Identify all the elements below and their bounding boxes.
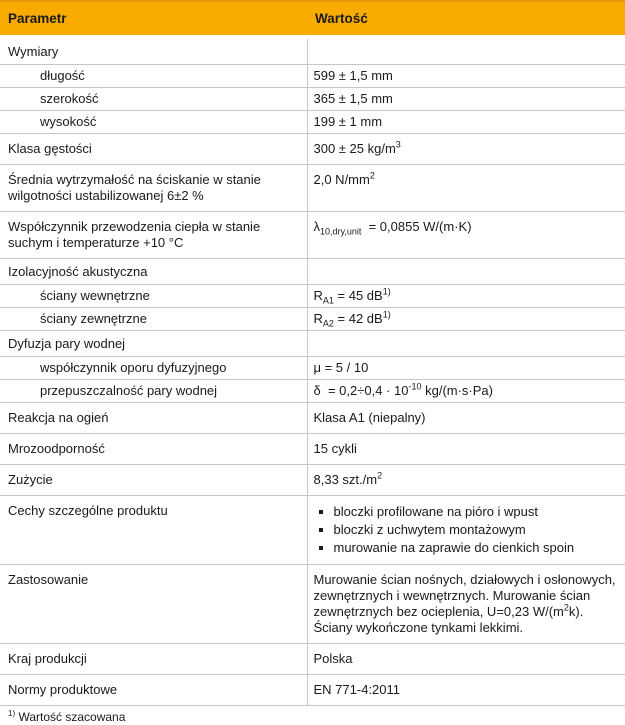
bullet-item: ▪ bloczki z uchwytem montażowym — [334, 521, 618, 538]
param-cell: Średnia wytrzymałość na ściskanie w stanie wilgotności ustabilizowanej 6±2 % — [0, 165, 307, 212]
value-cell: Klasa A1 (niepalny) — [307, 403, 625, 434]
table-row — [0, 644, 625, 675]
value-cell — [307, 259, 625, 285]
feature-bullet-list — [314, 503, 618, 556]
param-cell: przepuszczalność pary wodnej — [0, 380, 307, 403]
footnote: $^{1)}$ Wartość szacowana — [8, 709, 126, 724]
table-row — [0, 403, 625, 434]
table-row — [0, 88, 625, 111]
table-row — [0, 675, 625, 706]
value-cell: 599 ± 1,5 mm — [307, 65, 625, 88]
table-row — [0, 357, 625, 380]
param-cell: szerokość — [0, 88, 307, 111]
value-cell: 2,0 $N/mm^2$ — [307, 165, 625, 212]
param-cell: ściany wewnętrzne — [0, 285, 307, 308]
value-cell: $\delta = 0,2\div 0,4 \cdot 10^{-10}$ kg/(m·s·Pa) — [307, 380, 625, 403]
table-row — [0, 285, 625, 308]
table-row — [0, 212, 625, 259]
param-cell: Zużycie — [0, 465, 307, 496]
value-cell: EN 771-4:2011 — [307, 675, 625, 706]
param-cell: Reakcja na ogień — [0, 403, 307, 434]
param-cell: Normy produktowe — [0, 675, 307, 706]
value-cell: Murowanie ścian nośnych, działowych i osłonowych, zewnętrznych i wewnętrznych. Murowanie ścian zewnętrznych bez ocieplenia, U=0,23 $W/(m^2k)$. Ściany wykończone tynkami lekkimi. — [307, 565, 625, 644]
header-cell-parametr: Parametr — [0, 1, 307, 37]
table-row — [0, 37, 625, 65]
param-cell: Kraj produkcji — [0, 644, 307, 675]
param-cell: ściany zewnętrzne — [0, 308, 307, 331]
table-row — [0, 65, 625, 88]
table-row — [0, 165, 625, 212]
param-cell: wysokość — [0, 111, 307, 134]
table-row — [0, 496, 625, 565]
table-row — [0, 331, 625, 357]
table-row — [0, 434, 625, 465]
param-cell: Klasa gęstości — [0, 134, 307, 165]
value-cell: 199 ± 1 mm — [307, 111, 625, 134]
param-cell: Izolacyjność akustyczna — [0, 259, 307, 285]
value-cell: 300 ± 25 $kg/m^3$ — [307, 134, 625, 165]
value-cell — [307, 37, 625, 65]
table-row — [0, 465, 625, 496]
header-cell-wartosc: Wartość — [307, 1, 625, 37]
value-cell: μ = 5 / 10 — [307, 357, 625, 380]
value-cell: 365 ± 1,5 mm — [307, 88, 625, 111]
param-cell: Wymiary — [0, 37, 307, 65]
value-cell: $R_{A2} = 42$ $dB^{1)}$ — [307, 308, 625, 331]
value-cell: $\lambda_{10,dry,unit} = 0,0855$ W/(m·K) — [307, 212, 625, 259]
param-cell: Dyfuzja pary wodnej — [0, 331, 307, 357]
table-header-row — [0, 1, 625, 37]
table-row — [0, 380, 625, 403]
spec-table-body — [0, 37, 625, 706]
param-cell: Współczynnik przewodzenia ciepła w stanie suchym i temperaturze +10 °C — [0, 212, 307, 259]
table-row — [0, 565, 625, 644]
bullet-item: ▪ murowanie na zaprawie do cienkich spoin — [334, 539, 618, 556]
table-row — [0, 111, 625, 134]
bullet-item: ▪ bloczki profilowane na pióro i wpust — [334, 503, 618, 520]
value-cell: 15 cykli — [307, 434, 625, 465]
table-row — [0, 134, 625, 165]
value-cell: Polska — [307, 644, 625, 675]
table-row — [0, 308, 625, 331]
value-cell — [307, 331, 625, 357]
param-cell: współczynnik oporu dyfuzyjnego — [0, 357, 307, 380]
param-cell: Zastosowanie — [0, 565, 307, 644]
param-cell: Cechy szczególne produktu — [0, 496, 307, 565]
param-cell: Mrozoodporność — [0, 434, 307, 465]
value-cell: $R_{A1} = 45$ $dB^{1)}$ — [307, 285, 625, 308]
param-cell: długość — [0, 65, 307, 88]
value-cell — [307, 496, 625, 565]
table-row — [0, 259, 625, 285]
value-cell: 8,33 $szt./m^2$ — [307, 465, 625, 496]
